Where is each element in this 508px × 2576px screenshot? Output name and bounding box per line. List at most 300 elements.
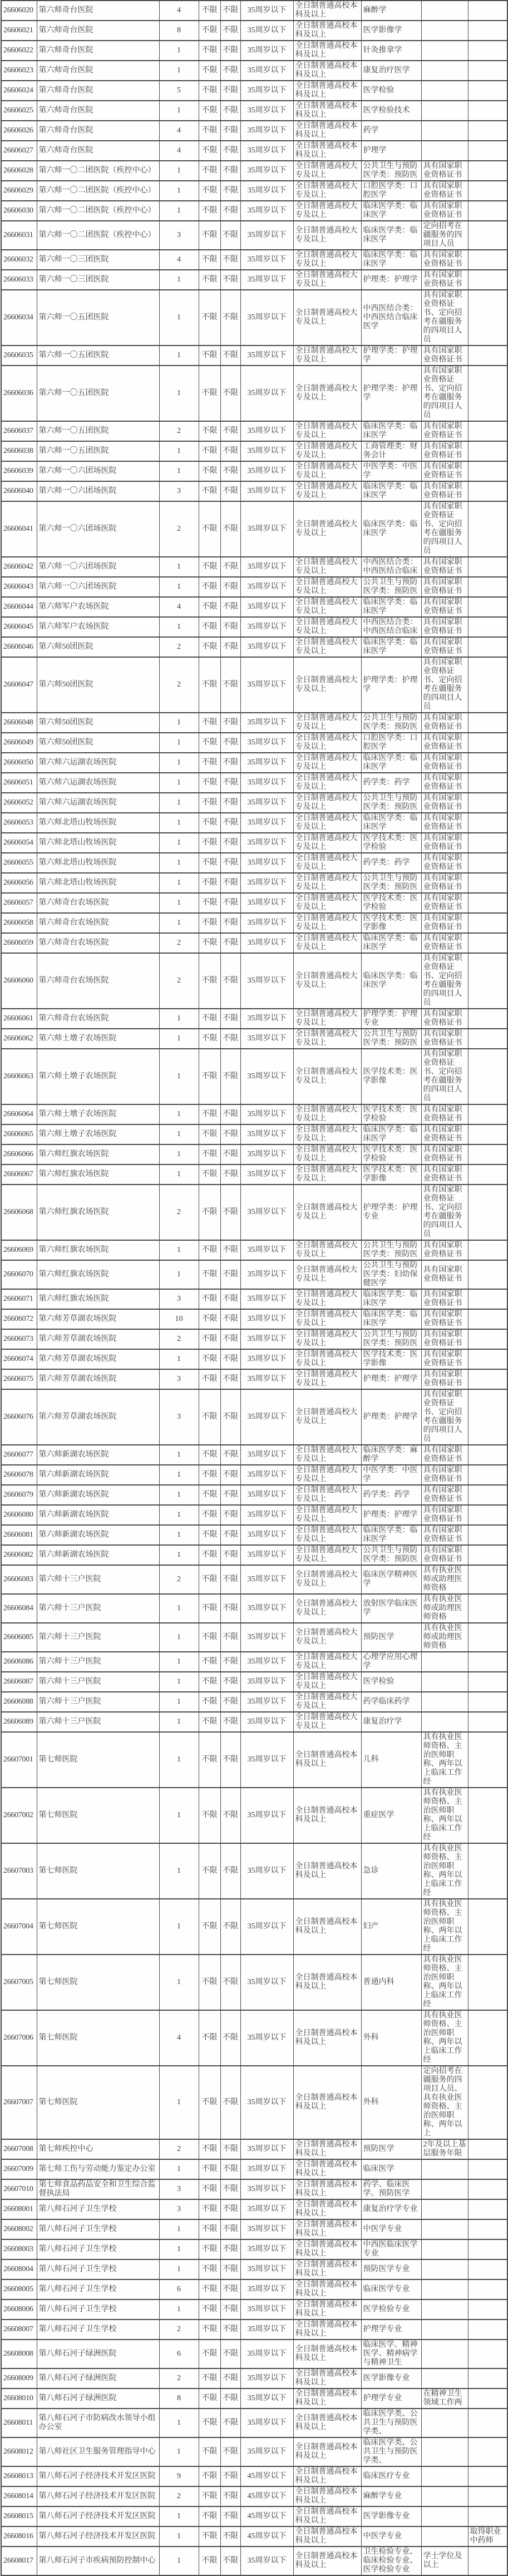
remark xyxy=(468,290,507,346)
other-requirement: 具有国家职业资格证书 xyxy=(421,270,468,290)
table-row xyxy=(1,2010,507,2066)
remark xyxy=(468,1788,507,1843)
job-code: 26606035 xyxy=(1,346,37,366)
other-requirement xyxy=(421,1,468,21)
limit-field-1: 不限 xyxy=(199,201,220,221)
openings-count: 1 xyxy=(159,1144,199,1164)
job-code: 26606079 xyxy=(1,1485,37,1505)
education-requirement: 全日制普通高校本科及以上 xyxy=(293,2279,361,2299)
limit-field-2: 不限 xyxy=(220,481,240,501)
unit-name: 第六师新湖农场医院 xyxy=(37,1525,159,1545)
age-limit: 35周岁以下 xyxy=(240,733,293,753)
education-requirement: 全日制普通高校大专及以上 xyxy=(293,1465,361,1485)
other-requirement xyxy=(421,2437,468,2466)
remark xyxy=(468,793,507,813)
unit-name: 第六师十三户医院 xyxy=(37,1623,159,1652)
limit-field-1: 不限 xyxy=(199,41,220,61)
job-code: 26608010 xyxy=(1,2389,37,2409)
limit-field-2: 不限 xyxy=(220,1445,240,1465)
table-row xyxy=(1,1049,507,1104)
remark xyxy=(468,597,507,617)
openings-count: 1 xyxy=(159,577,199,597)
job-code: 26606021 xyxy=(1,21,37,41)
unit-name: 第六师军户农场医院 xyxy=(37,597,159,617)
job-code: 26606060 xyxy=(1,953,37,1009)
other-requirement xyxy=(421,2219,468,2239)
table-row xyxy=(1,441,507,461)
education-requirement: 全日制普通高校大专及以上 xyxy=(293,597,361,617)
limit-field-2: 不限 xyxy=(220,1672,240,1692)
limit-field-1: 不限 xyxy=(199,1389,220,1445)
openings-count: 1 xyxy=(159,1545,199,1565)
limit-field-1: 不限 xyxy=(199,2340,220,2368)
limit-field-1: 不限 xyxy=(199,597,220,617)
age-limit: 35周岁以下 xyxy=(240,250,293,270)
education-requirement: 全日制普通高校本科及以上 xyxy=(293,61,361,81)
limit-field-2: 不限 xyxy=(220,793,240,813)
education-requirement: 全日制普通高校本科及以上 xyxy=(293,2320,361,2340)
other-requirement: 具有国家职业资格证书 xyxy=(421,557,468,577)
openings-count: 1 xyxy=(159,1623,199,1652)
unit-name: 第六师一〇二团医院（疾控中心） xyxy=(37,181,159,201)
limit-field-2: 不限 xyxy=(220,577,240,597)
limit-field-1: 不限 xyxy=(199,101,220,121)
limit-field-1: 不限 xyxy=(199,733,220,753)
limit-field-1: 不限 xyxy=(199,481,220,501)
limit-field-1: 不限 xyxy=(199,577,220,597)
table-row xyxy=(1,1,507,21)
major-requirement: 药学类：药学 xyxy=(361,1485,421,1505)
openings-count: 1 xyxy=(159,270,199,290)
openings-count: 2 xyxy=(159,637,199,657)
job-code: 26606045 xyxy=(1,617,37,637)
age-limit: 45周岁以下 xyxy=(240,2526,293,2547)
job-code: 26606041 xyxy=(1,501,37,557)
education-requirement: 全日制普通高校大专及以上 xyxy=(293,1049,361,1104)
age-limit: 35周岁以下 xyxy=(240,141,293,161)
major-requirement: 临床医学类：临床医学 xyxy=(361,1124,421,1144)
limit-field-2: 不限 xyxy=(220,637,240,657)
limit-field-1: 不限 xyxy=(199,421,220,441)
limit-field-2: 不限 xyxy=(220,2279,240,2299)
table-row xyxy=(1,2340,507,2368)
remark xyxy=(468,1712,507,1732)
limit-field-2: 不限 xyxy=(220,1309,240,1329)
openings-count: 1 xyxy=(159,1712,199,1732)
openings-count: 1 xyxy=(159,1594,199,1623)
age-limit: 45周岁以下 xyxy=(240,2486,293,2506)
limit-field-1: 不限 xyxy=(199,657,220,713)
limit-field-2: 不限 xyxy=(220,1260,240,1289)
openings-count: 2 xyxy=(159,421,199,441)
remark xyxy=(468,2389,507,2409)
job-code: 26606052 xyxy=(1,793,37,813)
limit-field-1: 不限 xyxy=(199,773,220,793)
limit-field-1: 不限 xyxy=(199,2506,220,2526)
limit-field-2: 不限 xyxy=(220,1029,240,1049)
education-requirement: 全日制普通高校本科及以上 xyxy=(293,2486,361,2506)
openings-count: 1 xyxy=(159,893,199,913)
education-requirement: 全日制普通高校大专及以上 xyxy=(293,953,361,1009)
table-row xyxy=(1,1029,507,1049)
other-requirement xyxy=(421,2526,468,2547)
education-requirement: 全日制普通高校大专及以上 xyxy=(293,733,361,753)
age-limit: 35周岁以下 xyxy=(240,2279,293,2299)
age-limit: 35周岁以下 xyxy=(240,557,293,577)
unit-name: 第六师一〇二团医院（疾控中心） xyxy=(37,161,159,181)
limit-field-2: 不限 xyxy=(220,2466,240,2486)
job-code: 26606042 xyxy=(1,557,37,577)
major-requirement: 护理学类：护理学 xyxy=(361,657,421,713)
education-requirement: 全日制普通高校本科及以上 xyxy=(293,2466,361,2486)
limit-field-1: 不限 xyxy=(199,2139,220,2159)
age-limit: 35周岁以下 xyxy=(240,793,293,813)
job-code: 26606044 xyxy=(1,597,37,617)
openings-count: 1 xyxy=(159,366,199,421)
openings-count: 1 xyxy=(159,2239,199,2259)
age-limit: 35周岁以下 xyxy=(240,1289,293,1309)
remark xyxy=(468,1525,507,1545)
unit-name: 第六师红旗农场医院 xyxy=(37,1144,159,1164)
openings-count: 9 xyxy=(159,2466,199,2486)
table-row xyxy=(1,1124,507,1144)
limit-field-2: 不限 xyxy=(220,597,240,617)
job-code: 26606063 xyxy=(1,1049,37,1104)
unit-name: 第六师十三户医院 xyxy=(37,1652,159,1672)
age-limit: 35周岁以下 xyxy=(240,1565,293,1594)
unit-name: 第七师工伤与劳动能力鉴定办公室 xyxy=(37,2159,159,2179)
education-requirement: 全日制普通高校大专及以上 xyxy=(293,346,361,366)
job-code: 26608011 xyxy=(1,2409,37,2437)
other-requirement: 具有国家职业资格证书 xyxy=(421,1445,468,1465)
unit-name: 第六师新湖农场医院 xyxy=(37,1545,159,1565)
major-requirement: 临床医学类：临床医学 xyxy=(361,1289,421,1309)
limit-field-1: 不限 xyxy=(199,1565,220,1594)
table-row xyxy=(1,733,507,753)
age-limit: 35周岁以下 xyxy=(240,2159,293,2179)
other-requirement: 具有国家职业资格证书 xyxy=(421,1029,468,1049)
limit-field-1: 不限 xyxy=(199,953,220,1009)
unit-name: 第六师军户农场医院 xyxy=(37,617,159,637)
job-code: 26607002 xyxy=(1,1788,37,1843)
major-requirement: 预防医学 xyxy=(361,1623,421,1652)
remark xyxy=(468,250,507,270)
major-requirement: 中医学类：中医学 xyxy=(361,1465,421,1485)
remark xyxy=(468,657,507,713)
education-requirement: 全日制普通高校大专及以上 xyxy=(293,1545,361,1565)
remark xyxy=(468,1465,507,1485)
major-requirement: 医学检验技术 xyxy=(361,101,421,121)
other-requirement: 具有国家职业资格证书 xyxy=(421,1164,468,1185)
education-requirement: 全日制普通高校大专及以上 xyxy=(293,713,361,733)
unit-name: 第六师十三户医院 xyxy=(37,1594,159,1623)
limit-field-2: 不限 xyxy=(220,1732,240,1788)
other-requirement: 具有国家职业资格证书 xyxy=(421,577,468,597)
education-requirement: 全日制普通高校本科及以上 xyxy=(293,2437,361,2466)
limit-field-2: 不限 xyxy=(220,121,240,141)
limit-field-2: 不限 xyxy=(220,2299,240,2320)
remark xyxy=(468,1899,507,1955)
other-requirement: 具有国家职业资格证书 xyxy=(421,1485,468,1505)
unit-name: 第八师石河子经济技术开发区医院 xyxy=(37,2526,159,2547)
other-requirement xyxy=(421,1672,468,1692)
openings-count: 1 xyxy=(159,101,199,121)
job-code: 26606057 xyxy=(1,893,37,913)
education-requirement: 全日制普通高校大专及以上 xyxy=(293,1240,361,1260)
age-limit: 35周岁以下 xyxy=(240,617,293,637)
table-row xyxy=(1,2239,507,2259)
table-row xyxy=(1,577,507,597)
other-requirement: 具有国家职业资格证书 xyxy=(421,441,468,461)
remark xyxy=(468,2437,507,2466)
age-limit: 35周岁以下 xyxy=(240,1104,293,1124)
unit-name: 第六师一〇二团医院（疾控中心） xyxy=(37,221,159,250)
limit-field-2: 不限 xyxy=(220,1712,240,1732)
age-limit: 35周岁以下 xyxy=(240,41,293,61)
job-code: 26608012 xyxy=(1,2437,37,2466)
remark xyxy=(468,1594,507,1623)
openings-count: 1 xyxy=(159,1260,199,1289)
education-requirement: 全日制普通高校大专及以上 xyxy=(293,577,361,597)
education-requirement: 全日制普通高校本科及以上 xyxy=(293,2506,361,2526)
limit-field-2: 不限 xyxy=(220,2437,240,2466)
openings-count: 4 xyxy=(159,1,199,21)
openings-count: 1 xyxy=(159,1788,199,1843)
age-limit: 35周岁以下 xyxy=(240,1260,293,1289)
limit-field-2: 不限 xyxy=(220,617,240,637)
unit-name: 第六师新湖农场医院 xyxy=(37,1505,159,1525)
age-limit: 35周岁以下 xyxy=(240,1843,293,1899)
limit-field-2: 不限 xyxy=(220,1124,240,1144)
openings-count: 3 xyxy=(159,481,199,501)
major-requirement: 医学技术类：医学检验 xyxy=(361,833,421,853)
job-code: 26606068 xyxy=(1,1185,37,1240)
limit-field-2: 不限 xyxy=(220,2368,240,2389)
other-requirement: 具有国家职业资格证书 xyxy=(421,853,468,873)
unit-name: 第六师50团医院 xyxy=(37,733,159,753)
major-requirement: 临床医学类：临床医学 xyxy=(361,753,421,773)
unit-name: 第六师十三户医院 xyxy=(37,1565,159,1594)
age-limit: 35周岁以下 xyxy=(240,270,293,290)
other-requirement: 具有国家职业资格证书、定向招考在疆服务的四项目人员 xyxy=(421,366,468,421)
limit-field-2: 不限 xyxy=(220,773,240,793)
openings-count: 1 xyxy=(159,557,199,577)
limit-field-1: 不限 xyxy=(199,833,220,853)
age-limit: 35周岁以下 xyxy=(240,933,293,953)
other-requirement xyxy=(421,2279,468,2299)
openings-count: 1 xyxy=(159,1445,199,1465)
other-requirement: 具有国家职业资格证书、定向招考在疆服务的四项目人员 xyxy=(421,953,468,1009)
limit-field-1: 不限 xyxy=(199,1260,220,1289)
limit-field-1: 不限 xyxy=(199,501,220,557)
job-code: 26606028 xyxy=(1,161,37,181)
openings-count: 1 xyxy=(159,1732,199,1788)
unit-name: 第六师一〇六团场医院 xyxy=(37,577,159,597)
openings-count: 1 xyxy=(159,181,199,201)
education-requirement: 全日制普通高校大专及以上 xyxy=(293,853,361,873)
table-row xyxy=(1,893,507,913)
major-requirement: 康复治疗学 xyxy=(361,1712,421,1732)
age-limit: 35周岁以下 xyxy=(240,21,293,41)
education-requirement: 全日制普通高校大专及以上 xyxy=(293,1525,361,1545)
openings-count: 1 xyxy=(159,1009,199,1029)
other-requirement: 具有国家职业资格证书、定向招考在疆服务的四项目人员 xyxy=(421,290,468,346)
unit-name: 第六师北塔山牧场医院 xyxy=(37,873,159,893)
unit-name: 第六师奇台农场医院 xyxy=(37,1009,159,1029)
job-code: 26606026 xyxy=(1,121,37,141)
unit-name: 第八师石河子卫生学校 xyxy=(37,2299,159,2320)
openings-count: 1 xyxy=(159,1349,199,1369)
unit-name: 第六师六运湖农场医院 xyxy=(37,753,159,773)
limit-field-2: 不限 xyxy=(220,366,240,421)
education-requirement: 全日制普通高校大专及以上 xyxy=(293,617,361,637)
remark xyxy=(468,1692,507,1712)
age-limit: 35周岁以下 xyxy=(240,1732,293,1788)
limit-field-2: 不限 xyxy=(220,2547,240,2575)
table-row xyxy=(1,161,507,181)
other-requirement: 具有国家职业资格证书 xyxy=(421,893,468,913)
age-limit: 35周岁以下 xyxy=(240,1,293,21)
age-limit: 35周岁以下 xyxy=(240,1525,293,1545)
education-requirement: 全日制普通高校大专及以上 xyxy=(293,1672,361,1692)
limit-field-2: 不限 xyxy=(220,2486,240,2506)
age-limit: 35周岁以下 xyxy=(240,953,293,1009)
table-row xyxy=(1,1465,507,1485)
other-requirement: 具有国家职业资格证书 xyxy=(421,161,468,181)
limit-field-2: 不限 xyxy=(220,101,240,121)
limit-field-2: 不限 xyxy=(220,873,240,893)
limit-field-2: 不限 xyxy=(220,557,240,577)
openings-count: 4 xyxy=(159,597,199,617)
openings-count: 1 xyxy=(159,617,199,637)
education-requirement: 全日制普通高校大专及以上 xyxy=(293,1029,361,1049)
job-code: 26608003 xyxy=(1,2239,37,2259)
job-code: 26606037 xyxy=(1,421,37,441)
openings-count: 1 xyxy=(159,1505,199,1525)
limit-field-2: 不限 xyxy=(220,1652,240,1672)
unit-name: 第六师红旗农场医院 xyxy=(37,1164,159,1185)
limit-field-2: 不限 xyxy=(220,141,240,161)
job-code: 26607003 xyxy=(1,1843,37,1899)
major-requirement: 药学 xyxy=(361,121,421,141)
job-code: 26607007 xyxy=(1,2066,37,2139)
remark xyxy=(468,181,507,201)
unit-name: 第八师石河子卫生学校 xyxy=(37,2199,159,2219)
unit-name: 第八师社区卫生服务管理指导中心 xyxy=(37,2437,159,2466)
limit-field-1: 不限 xyxy=(199,793,220,813)
limit-field-1: 不限 xyxy=(199,221,220,250)
age-limit: 35周岁以下 xyxy=(240,181,293,201)
education-requirement: 全日制普通高校大专及以上 xyxy=(293,1623,361,1652)
remark xyxy=(468,441,507,461)
education-requirement: 全日制普通高校大专及以上 xyxy=(293,1445,361,1465)
limit-field-2: 不限 xyxy=(220,893,240,913)
limit-field-1: 不限 xyxy=(199,1955,220,2010)
other-requirement: 具有国家职业资格证书 xyxy=(421,1465,468,1485)
other-requirement: 具有国家职业资格证书 xyxy=(421,461,468,481)
limit-field-1: 不限 xyxy=(199,873,220,893)
major-requirement: 临床医疗专业 xyxy=(361,2466,421,2486)
education-requirement: 全日制普通高校大专及以上 xyxy=(293,933,361,953)
limit-field-1: 不限 xyxy=(199,1009,220,1029)
table-row xyxy=(1,1955,507,2010)
major-requirement: 公共卫生与预防医学类：预防医 xyxy=(361,577,421,597)
remark xyxy=(468,2219,507,2239)
limit-field-2: 不限 xyxy=(220,1369,240,1389)
unit-name: 第六师芳草湖农场医院 xyxy=(37,1369,159,1389)
unit-name: 第六师一〇六团场医院 xyxy=(37,557,159,577)
education-requirement: 全日制普通高校大专及以上 xyxy=(293,1124,361,1144)
major-requirement: 针灸推拿学 xyxy=(361,41,421,61)
table-row xyxy=(1,873,507,893)
unit-name: 第六师50团医院 xyxy=(37,637,159,657)
job-code: 26607001 xyxy=(1,1732,37,1788)
unit-name: 第六师奇台农场医院 xyxy=(37,913,159,933)
limit-field-1: 不限 xyxy=(199,1029,220,1049)
limit-field-2: 不限 xyxy=(220,1955,240,2010)
unit-name: 第六师土墩子农场医院 xyxy=(37,1104,159,1124)
education-requirement: 全日制普通高校大专及以上 xyxy=(293,1349,361,1369)
openings-count: 1 xyxy=(159,913,199,933)
major-requirement: 公共卫生与预防医学类：预防医 xyxy=(361,873,421,893)
job-code: 26608015 xyxy=(1,2506,37,2526)
age-limit: 35周岁以下 xyxy=(240,1545,293,1565)
remark xyxy=(468,2139,507,2159)
job-code: 26606048 xyxy=(1,713,37,733)
job-code: 26606033 xyxy=(1,270,37,290)
limit-field-2: 不限 xyxy=(220,2409,240,2437)
job-code: 26606036 xyxy=(1,366,37,421)
education-requirement: 全日制普通高校本科及以上 xyxy=(293,2066,361,2139)
job-code: 26606055 xyxy=(1,853,37,873)
limit-field-1: 不限 xyxy=(199,1144,220,1164)
limit-field-1: 不限 xyxy=(199,1672,220,1692)
major-requirement: 临床医学类：临床医学 xyxy=(361,1525,421,1545)
remark xyxy=(468,81,507,101)
openings-count: 8 xyxy=(159,2389,199,2409)
age-limit: 35周岁以下 xyxy=(240,2547,293,2575)
limit-field-2: 不限 xyxy=(220,501,240,557)
openings-count: 3 xyxy=(159,221,199,250)
job-code: 26606061 xyxy=(1,1009,37,1029)
remark xyxy=(468,2368,507,2389)
education-requirement: 全日制普通高校本科及以上 xyxy=(293,2159,361,2179)
age-limit: 35周岁以下 xyxy=(240,501,293,557)
major-requirement: 外科 xyxy=(361,2010,421,2066)
major-requirement: 护理类：护理学 xyxy=(361,1505,421,1525)
education-requirement: 全日制普通高校本科及以上 xyxy=(293,2526,361,2547)
age-limit: 35周岁以下 xyxy=(240,2259,293,2279)
age-limit: 35周岁以下 xyxy=(240,1389,293,1445)
age-limit: 35周岁以下 xyxy=(240,853,293,873)
limit-field-1: 不限 xyxy=(199,366,220,421)
major-requirement: 医学技术类：医学影像 xyxy=(361,1049,421,1104)
education-requirement: 全日制普通高校大专及以上 xyxy=(293,1289,361,1309)
other-requirement: 具有国家职业资格证书 xyxy=(421,1545,468,1565)
major-requirement: 医学检验专业 xyxy=(361,2299,421,2320)
education-requirement: 全日制普通高校本科及以上 xyxy=(293,81,361,101)
education-requirement: 全日制普通高校本科及以上 xyxy=(293,21,361,41)
other-requirement: 具有国家职业资格证书 xyxy=(421,1525,468,1545)
limit-field-2: 不限 xyxy=(220,201,240,221)
table-row xyxy=(1,1260,507,1289)
unit-name: 第六师新湖农场医院 xyxy=(37,1445,159,1465)
major-requirement: 康复治疗学专业 xyxy=(361,2199,421,2219)
job-code: 26606082 xyxy=(1,1545,37,1565)
other-requirement xyxy=(421,81,468,101)
limit-field-1: 不限 xyxy=(199,2239,220,2259)
job-code: 26607006 xyxy=(1,2010,37,2066)
